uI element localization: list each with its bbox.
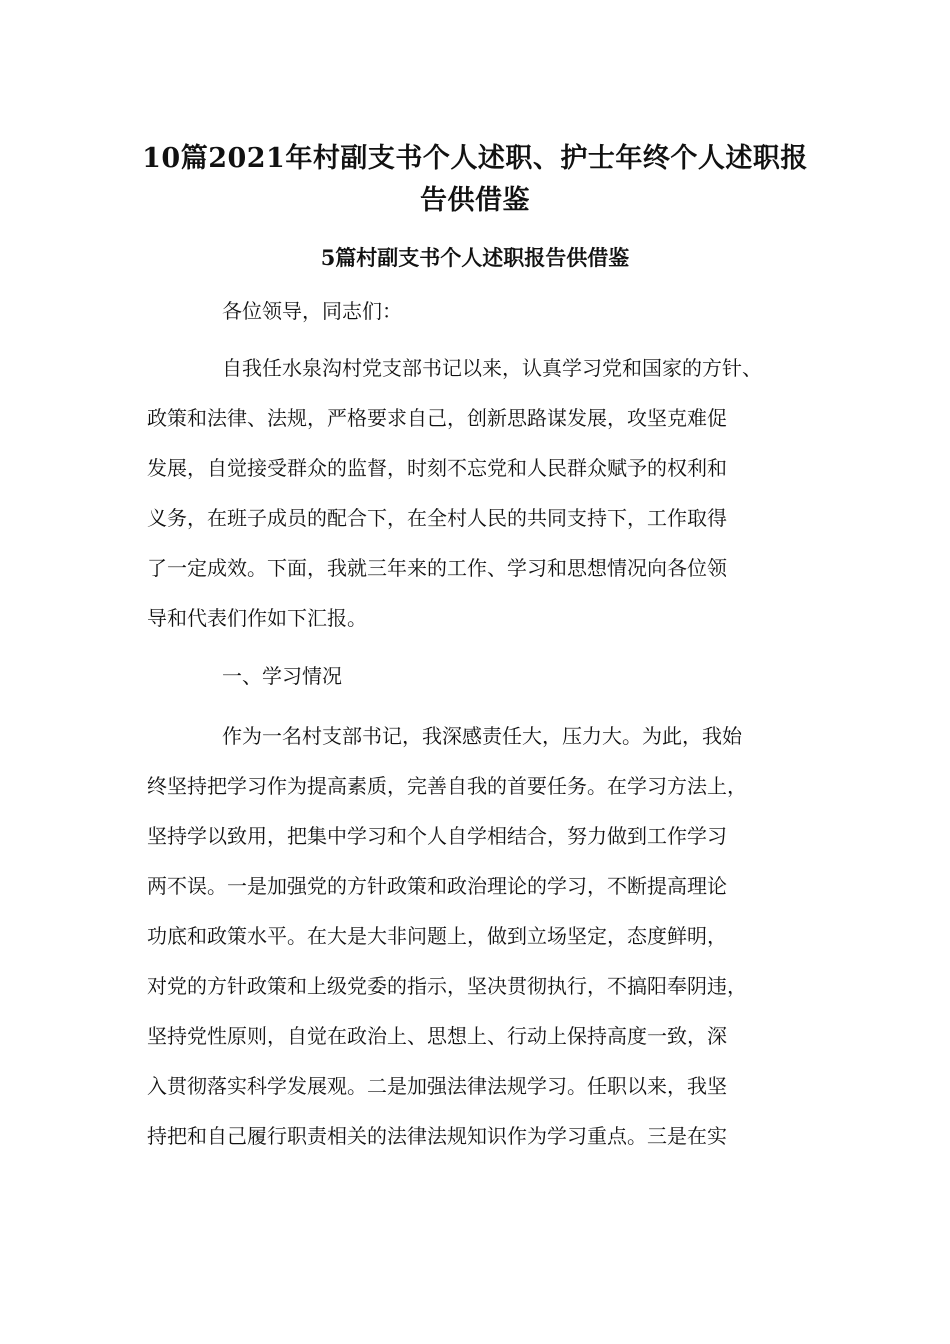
paragraph-line: 入贯彻落实科学发展观。二是加强法律法规学习。任职以来，我坚 <box>147 1074 727 1098</box>
paragraph-line: 持把和自己履行职责相关的法律法规知识作为学习重点。三是在实 <box>147 1124 727 1148</box>
paragraph-line: 坚持党性原则，自觉在政治上、思想上、行动上保持高度一致，深 <box>147 1024 727 1048</box>
paragraph-line: 发展，自觉接受群众的监督，时刻不忘党和人民群众赋予的权利和 <box>147 456 727 480</box>
paragraph-line: 义务，在班子成员的配合下，在全村人民的共同支持下，工作取得 <box>147 506 727 530</box>
paragraph-line: 坚持学以致用，把集中学习和个人自学相结合，努力做到工作学习 <box>147 824 727 848</box>
paragraph-line: 功底和政策水平。在大是大非问题上，做到立场坚定，态度鲜明， <box>147 924 727 948</box>
section-heading: 一、学习情况 <box>222 664 342 688</box>
paragraph-line: 导和代表们作如下汇报。 <box>147 606 367 630</box>
paragraph-line: 了一定成效。下面，我就三年来的工作、学习和思想情况向各位领 <box>147 556 727 580</box>
document-subtitle: 5篇村副支书个人述职报告供借鉴 <box>320 245 630 270</box>
paragraph-line: 作为一名村支部书记，我深感责任大，压力大。为此，我始 <box>222 724 742 748</box>
paragraph-line: 两不误。一是加强党的方针政策和政治理论的学习，不断提高理论 <box>147 874 727 898</box>
paragraph-line: 对党的方针政策和上级党委的指示，坚决贯彻执行，不搞阳奉阴违， <box>147 974 747 998</box>
salutation: 各位领导，同志们： <box>222 299 402 323</box>
document-title: 10篇2021年村副支书个人述职、护士年终个人述职报告供借鉴 <box>142 143 808 216</box>
paragraph-line: 终坚持把学习作为提高素质，完善自我的首要任务。在学习方法上， <box>147 774 747 798</box>
paragraph-line: 政策和法律、法规，严格要求自己，创新思路谋发展，攻坚克难促 <box>147 406 727 430</box>
paragraph-line: 自我任水泉沟村党支部书记以来，认真学习党和国家的方针、 <box>222 356 762 380</box>
